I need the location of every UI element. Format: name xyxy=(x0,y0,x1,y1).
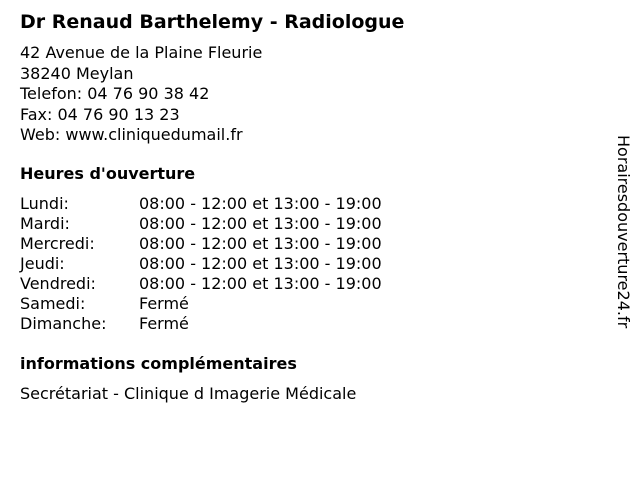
additional-info-text: Secrétariat - Clinique d Imagerie Médicale xyxy=(20,384,357,403)
time-value: 08:00 - 12:00 et 13:00 - 19:00 xyxy=(139,234,382,253)
additional-info-heading: informations complémentaires xyxy=(20,354,297,373)
day-label: Samedi: xyxy=(20,294,86,313)
day-label: Mercredi: xyxy=(20,234,95,253)
time-value: 08:00 - 12:00 et 13:00 - 19:00 xyxy=(139,194,382,213)
day-label: Vendredi: xyxy=(20,274,96,293)
opening-hours-heading: Heures d'ouverture xyxy=(20,164,196,183)
time-value: 08:00 - 12:00 et 13:00 - 19:00 xyxy=(139,254,382,273)
fax-number: Fax: 04 76 90 13 23 xyxy=(20,104,180,124)
website: Web: www.cliniquedumail.fr xyxy=(20,125,243,144)
phone-number: Telefon: 04 76 90 38 42 xyxy=(20,84,210,103)
day-label: Mardi: xyxy=(20,214,70,233)
contact-block xyxy=(20,43,262,146)
day-label: Jeudi: xyxy=(20,254,65,273)
time-value: Fermé xyxy=(139,314,189,333)
city-postal: 38240 Meylan xyxy=(20,63,134,83)
day-label: Lundi: xyxy=(20,194,69,213)
time-value: 08:00 - 12:00 et 13:00 - 19:00 xyxy=(139,274,382,293)
time-value: 08:00 - 12:00 et 13:00 - 19:00 xyxy=(139,214,382,233)
page-title: Dr Renaud Barthelemy - Radiologue xyxy=(20,11,405,33)
side-watermark-text: Horairesdouverture24.fr xyxy=(614,135,633,329)
side-watermark xyxy=(611,135,635,345)
day-label: Dimanche: xyxy=(20,314,107,333)
street-address: 42 Avenue de la Plaine Fleurie xyxy=(20,43,263,62)
time-value: Fermé xyxy=(139,294,189,313)
